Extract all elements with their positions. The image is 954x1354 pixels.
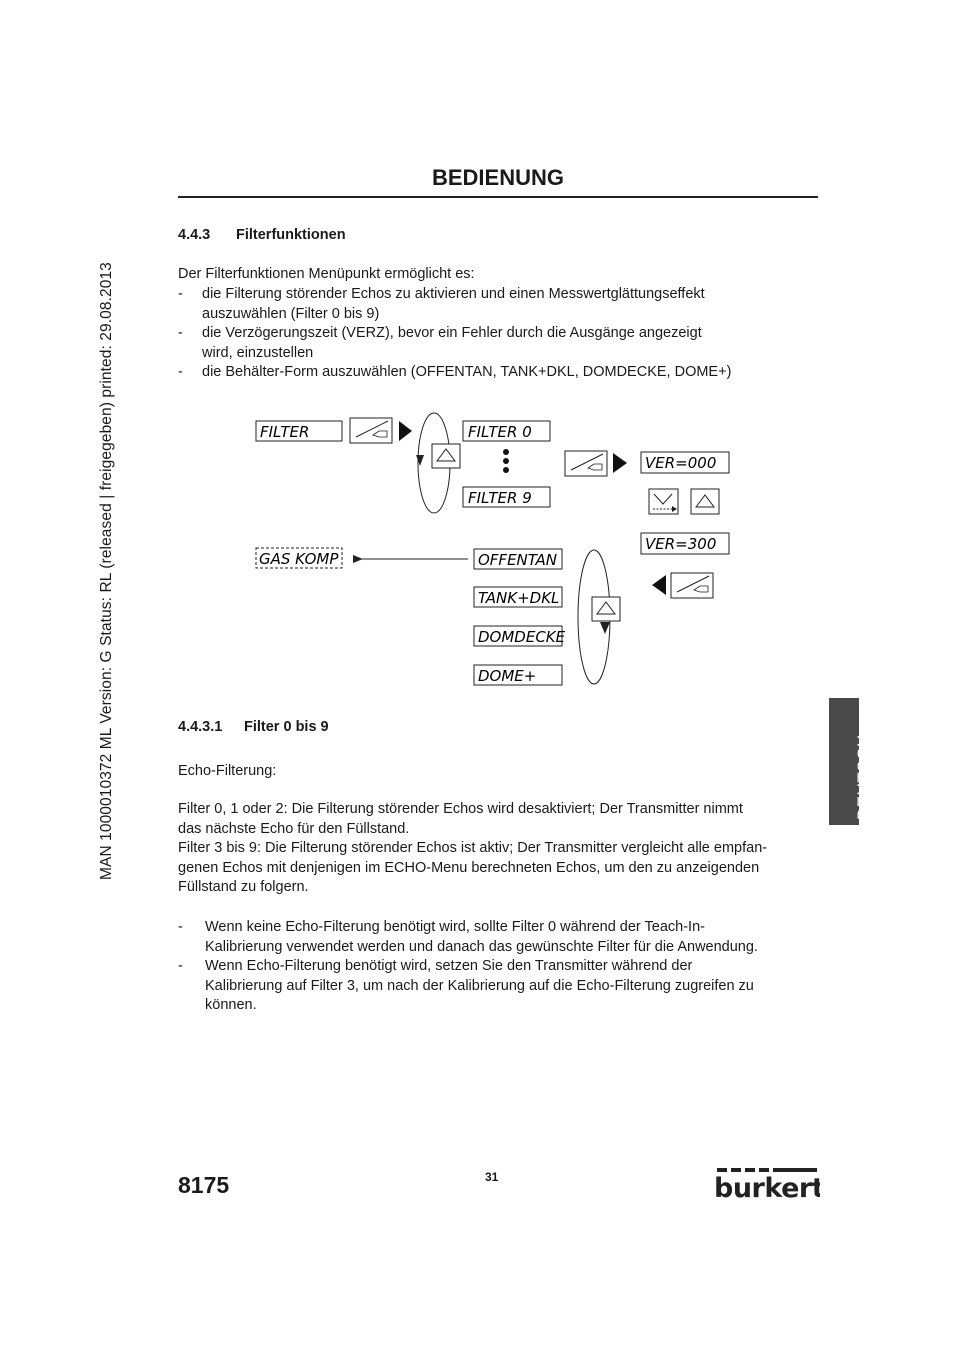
paragraph-line: Filter 0, 1 oder 2: Die Filterung störender Echos wird desaktiviert; Der Transmitter nimmt [178,801,743,817]
display-filter-text: FILTER [260,423,310,441]
display-tankdkl-text: TANK+DKL [478,589,560,607]
display-filter9-text: FILTER 9 [468,489,532,507]
ellipsis-dot [503,449,509,455]
display-offentan [474,549,562,569]
display-gaskomp-text: GAS KOMP [259,550,339,568]
display-gaskomp [256,548,342,568]
display-domdecke [474,626,566,646]
language-tab [829,698,873,825]
right-arrow-icon [399,421,412,441]
right-arrow-icon [613,453,627,473]
paragraph-line: Füllstand zu folgern. [178,879,309,895]
heading-443-title: Filterfunktionen [236,227,346,243]
list-item-line: Wenn keine Echo-Filterung benötigt wird, sollte Filter 0 während der Teach-In- [205,919,705,935]
list-item-line: wird, einzustellen [202,344,314,361]
display-ver300 [641,533,729,554]
svg-text:burkert: burkert [714,1173,820,1200]
list-item-line: die Verzögerungszeit (VERZ), bevor ein Fehler durch die Ausgänge angezeigt [202,325,702,341]
list-item [178,918,828,958]
paragraph-line: das nächste Echo für den Füllstand. [178,821,410,837]
echo-filter-label: Echo-Filterung: [178,763,277,779]
display-domdecke-text: DOMDECKE [478,628,566,646]
up-key-icon [432,444,460,468]
display-filter9 [463,487,550,507]
model-number: 8175 [178,1172,230,1198]
display-filter0-text: FILTER 0 [468,423,532,441]
language-tab-label: DEUTSCH [854,734,873,820]
up-key-icon [691,489,719,514]
loop-arrow-icon [416,455,424,466]
display-filter0 [463,421,550,441]
list-item-line: Kalibrierung verwendet werden und danach das gewünschte Filter für die Anwendung. [205,938,758,955]
up-key-icon [592,597,620,621]
list-item-line: auszuwählen (Filter 0 bis 9) [202,305,380,322]
heading-4431 [178,719,329,735]
list-dash: - [178,325,183,341]
left-arrow-icon [652,575,666,595]
enter-key-icon [671,573,713,598]
list-dash: - [178,286,183,302]
loop-arrow-icon [600,622,610,634]
ellipsis-dot [503,467,509,473]
display-filter [256,421,342,441]
paragraph-line: genen Echos mit denjenigen im ECHO-Menu berechneten Echos, um den zu anzeigenden [178,860,760,876]
heading-4431-title: Filter 0 bis 9 [244,719,329,735]
burkert-logo [714,1166,820,1205]
list-item-line: können. [205,997,257,1013]
heading-4431-number: 4.4.3.1 [178,719,223,735]
heading-443-number: 4.4.3 [178,227,211,243]
display-domeplus-text: DOME+ [478,667,537,685]
display-domeplus [474,665,562,685]
list-item-line: Kalibrierung auf Filter 3, um nach der Kalibrierung auf die Echo-Filterung zugreifen zu [205,977,754,994]
page-number: 31 [485,1170,499,1184]
enter-key-icon [350,418,392,443]
ellipsis-dot [503,458,509,464]
list-item [178,957,828,1017]
display-offentan-text: OFFENTAN [478,551,558,569]
list-item-line: die Behälter-Form auszuwählen (OFFENTAN, TANK+DKL, DOMDECKE, DOME+) [202,364,732,380]
list-dash: - [178,958,183,974]
paragraph-line: Filter 3 bis 9: Die Filterung störender Echos ist aktiv; Der Transmitter vergleicht alle empfan- [178,840,768,856]
document-version-sidebar: MAN 1000010372 ML Version: G Status: RL (released | freigegeben) printed: 29.08.2013 [98,262,115,880]
down-key-icon [649,489,678,514]
display-ver300-text: VER=300 [645,535,717,553]
intro-text: Der Filterfunktionen Menüpunkt ermöglicht es: [178,266,475,282]
list-item-line: die Filterung störender Echos zu aktivieren und einen Messwertglättungseffekt [202,286,705,302]
display-ver000 [641,452,729,473]
list-dash: - [178,919,183,935]
burkert-logo-graphic [714,1166,820,1200]
display-ver000-text: VER=000 [645,454,717,472]
display-tankdkl [474,587,562,607]
list-dash: - [178,364,183,380]
enter-key-icon [565,451,607,476]
section-title: BEDIENUNG [431,165,564,190]
list-item-line: Wenn Echo-Filterung benötigt wird, setzen Sie den Transmitter während der [205,958,693,974]
